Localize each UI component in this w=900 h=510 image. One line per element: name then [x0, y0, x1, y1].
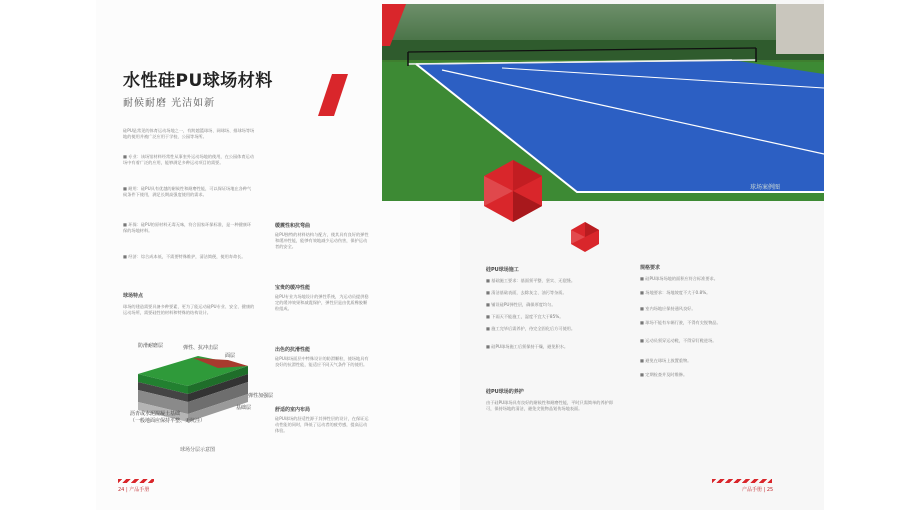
mid-heading-1: 缓震性和抗弯曲 [275, 223, 311, 229]
red-hexagon-large [484, 160, 542, 222]
red-stripe-mid [318, 74, 348, 116]
footer-stripe-right [712, 479, 772, 483]
point-3: ■ 环保：硅PU的原材料无毒无味，符合国家环保标准，是一种健康环保的场地材料。 [123, 222, 252, 234]
mid-text-1: 硅PU独特的材料结构与配方，使其具有良好的弹性和缓冲性能，能够有效地减少运动伤害，保护运动者的安全。 [275, 232, 369, 250]
requirement-1: ■ 硅PU球场场地的面积应符合标准要求。 [640, 276, 718, 281]
maintenance-heading: 硅PU球场的养护 [486, 389, 524, 395]
point-4: ■ 经济：综合成本低，不需要特殊维护，清洁简便，使用寿命长。 [123, 254, 246, 259]
footer-stripe-left [118, 479, 154, 483]
layer-label-top-mid: 弹性、抗冲击层 [183, 345, 219, 351]
mid-heading-4: 舒适的室内布局 [275, 407, 311, 413]
photo-caption: 球场案例图 [749, 184, 780, 191]
requirement-2: ■ 场地要求：场地坡度不大于0.8%。 [640, 290, 711, 295]
requirement-5: ■ 运动员须穿运动鞋，不得穿钉鞋进场。 [640, 338, 717, 343]
mid-text-2: 硅PU专业为场地设计的弹性系统，为运动员提供稳定的缓冲效果和减震保护，弹性层是由优质橡胶颗粒组成。 [275, 294, 369, 312]
requirement-4: ■ 球场不能有车辆行驶，不得有尖锐物品。 [640, 320, 721, 325]
layer-label-bottom: 沥青或水泥混凝土基础 （一般地面应保持平整、无坑洼） [130, 411, 206, 424]
requirements-heading: 规格要求 [640, 265, 661, 271]
requirement-7: ■ 定期检查并及时维修。 [640, 372, 688, 377]
construction-item-4: ■ 下雨天不能施工，湿度不宜大于85%。 [486, 314, 564, 319]
construction-item-3: ■ 铺设硅PU弹性层，确保厚度均匀。 [486, 302, 556, 307]
construction-item-5: ■ 施工完毕后需养护，待完全固化后方可使用。 [486, 326, 576, 331]
construction-heading: 硅PU球场施工 [486, 267, 519, 273]
mid-text-4: 硅PU球场的舒适性源于其弹性层的设计，在保证运动性能的同时，降低了运动者的疲劳感，提高运动体验。 [275, 416, 369, 434]
layer-label-top-right: 面层 [225, 353, 236, 359]
features-heading: 球场特点 [123, 293, 144, 299]
intro-paragraph: 硅PU是常见的体育运动场地之一，有跨越篮球场、网球场、排球场等场地的使用并被广泛应用于学校、公园等场所。 [123, 128, 255, 140]
features-text: 球场的建造需要具备多种要素，更为了能运动硅PU专业、安全、健康的运动场所，需要硅性的材料和特殊的结构设计。 [123, 304, 255, 316]
point-1: ■ 专业：该场馆材料经常性从事室外运动场地的使用，在公园体育运动场中有着广泛的应用，能够满足多种运动项目的需要。 [123, 154, 254, 166]
requirement-3: ■ 室内场地应保持通风良好。 [640, 306, 696, 311]
construction-item-6: ■ 硅PU球场施工后须保持干燥，避免积水。 [486, 344, 569, 349]
requirement-6: ■ 避免在球场上放置重物。 [640, 358, 692, 363]
court-surface [382, 4, 824, 201]
red-hexagon-small [571, 222, 599, 252]
figure-caption: 球场分层示意图 [180, 447, 216, 453]
mid-heading-3: 出色的抗滑性能 [275, 347, 311, 353]
footer-right: 产品手册 | 25 [742, 487, 774, 493]
layer-label-right-1: 弹性加强层 [248, 393, 274, 399]
construction-item-1: ■ 基础施工要求：基面须平整、坚实、无裂缝。 [486, 278, 576, 283]
footer-left: 24 | 产品手册 [118, 487, 150, 493]
tennis-court-photo [382, 4, 824, 201]
layer-label-right-2: 基础层 [236, 405, 252, 411]
red-stripe-top [382, 4, 406, 46]
page-subtitle: 耐候耐磨 光洁如新 [123, 98, 216, 109]
mid-heading-2: 宝贵的缓冲性能 [275, 285, 311, 291]
page-title: 水性硅PU球场材料 [123, 71, 273, 91]
layer-label-top-left: 防滑耐磨层 [138, 343, 164, 349]
construction-item-2: ■ 清洁基础表面，去除灰尘、油污等杂质。 [486, 290, 567, 295]
point-2: ■ 耐用：硅PU具有优越的耐候性和耐磨性能，可以保证场地在各种气候条件下使用，满足长期高强度使用的需求。 [123, 186, 252, 198]
maintenance-text: 由于硅PU球场具有良好的耐候性和耐磨性能，平时只需简单的养护即可，保持场地的清洁，避免尖锐物品划伤场地表面。 [486, 400, 614, 412]
mid-text-3: 硅PU球场面层中特殊设计的防滑颗粒，使场地具有良好的抗滑性能，能适应不同天气条件下的使用。 [275, 356, 369, 368]
